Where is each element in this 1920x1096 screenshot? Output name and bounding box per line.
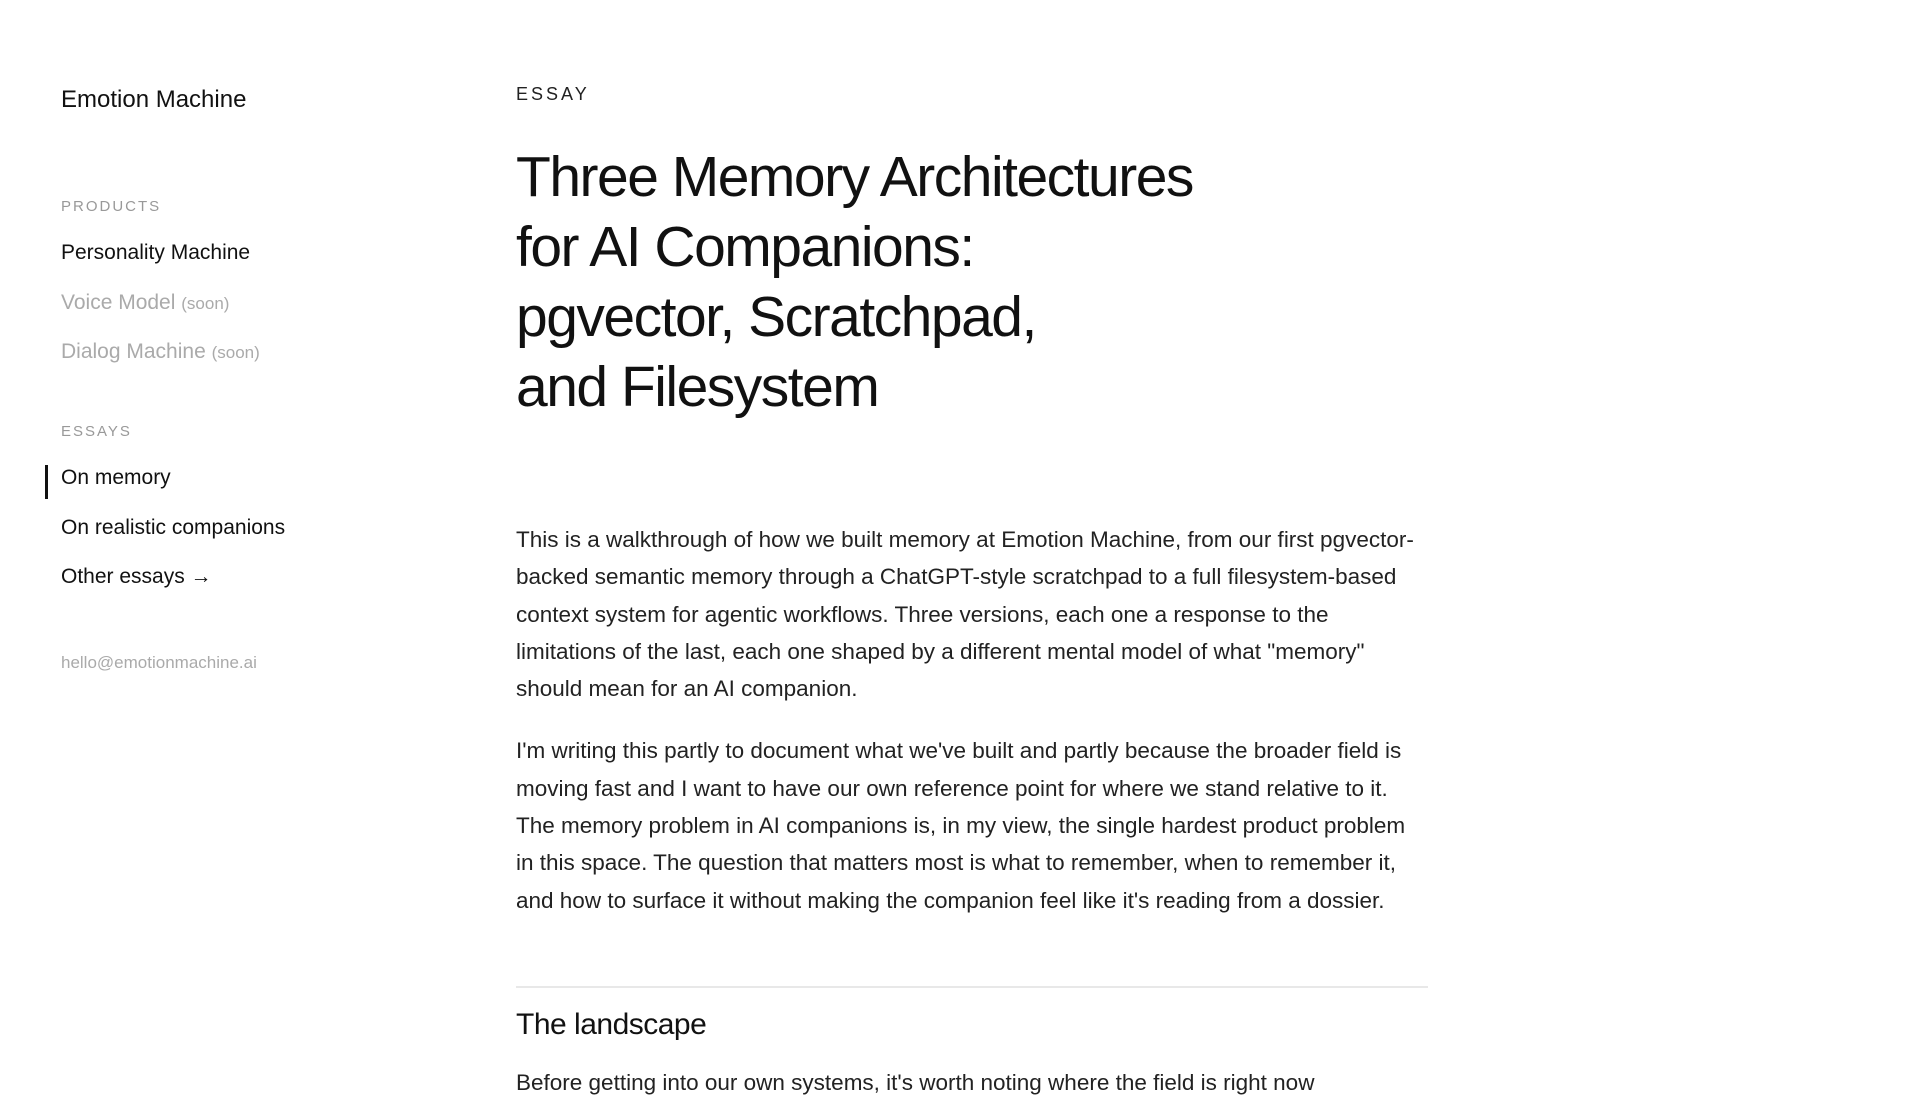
article-body <box>516 521 1428 944</box>
title-line: pgvector, Scratchpad, <box>516 285 1036 349</box>
active-indicator <box>45 465 48 499</box>
sidebar-item-on-realistic-companions[interactable]: On realistic companions <box>61 516 286 539</box>
brand-link[interactable]: Emotion Machine <box>61 86 247 113</box>
sidebar-item-voice-model[interactable] <box>61 291 229 315</box>
paragraph: Before getting into our own systems, it's worth noting where the field is right now <box>516 1070 1315 1095</box>
sidebar-item-personality-machine[interactable] <box>61 241 250 265</box>
page-title <box>516 142 1316 422</box>
sidebar-item-on-memory[interactable]: On memory <box>61 466 171 489</box>
section-heading: The landscape <box>516 1008 707 1041</box>
item-label: Voice Model <box>61 291 176 314</box>
item-label: Personality Machine <box>61 241 251 264</box>
paragraph: This is a walkthrough of how we built memory at Emotion Machine, from our first pgvector-backed semantic memory through a ChatGPT-style scratchpad to a full filesystem-based context system for agentic workflows. Three versions, each one a response to the limitations of the last, each one shaped by a different mental model of what "memory" should mean for an AI companion. <box>516 527 1414 702</box>
item-label: Dialog Machine <box>61 340 206 363</box>
sidebar-item-dialog-machine[interactable] <box>61 340 260 364</box>
title-line: and Filesystem <box>516 355 879 419</box>
soon-badge: (soon) <box>211 343 260 362</box>
paragraph: I'm writing this partly to document what we've built and partly because the broader field is moving fast and I want to have our own reference point for where we stand relative to it. The memory problem in AI companions is, in my view, the single hardest product problem in this space. The question that matters most is what to remember, when to remember it, and how to surface it without making the companion feel like it's reading from a dossier. <box>516 738 1406 913</box>
divider <box>516 986 1428 988</box>
title-line: for AI Companions: <box>516 215 974 279</box>
essay-kicker: ESSAY <box>516 84 590 104</box>
email-link[interactable]: hello@emotionmachine.ai <box>61 653 257 672</box>
sidebar-item-other-essays[interactable]: Other essays → <box>61 565 212 588</box>
products-label: PRODUCTS <box>61 198 162 215</box>
soon-badge: (soon) <box>181 294 230 313</box>
title-line: Three Memory Architectures <box>516 145 1193 209</box>
essays-label: ESSAYS <box>61 423 132 440</box>
